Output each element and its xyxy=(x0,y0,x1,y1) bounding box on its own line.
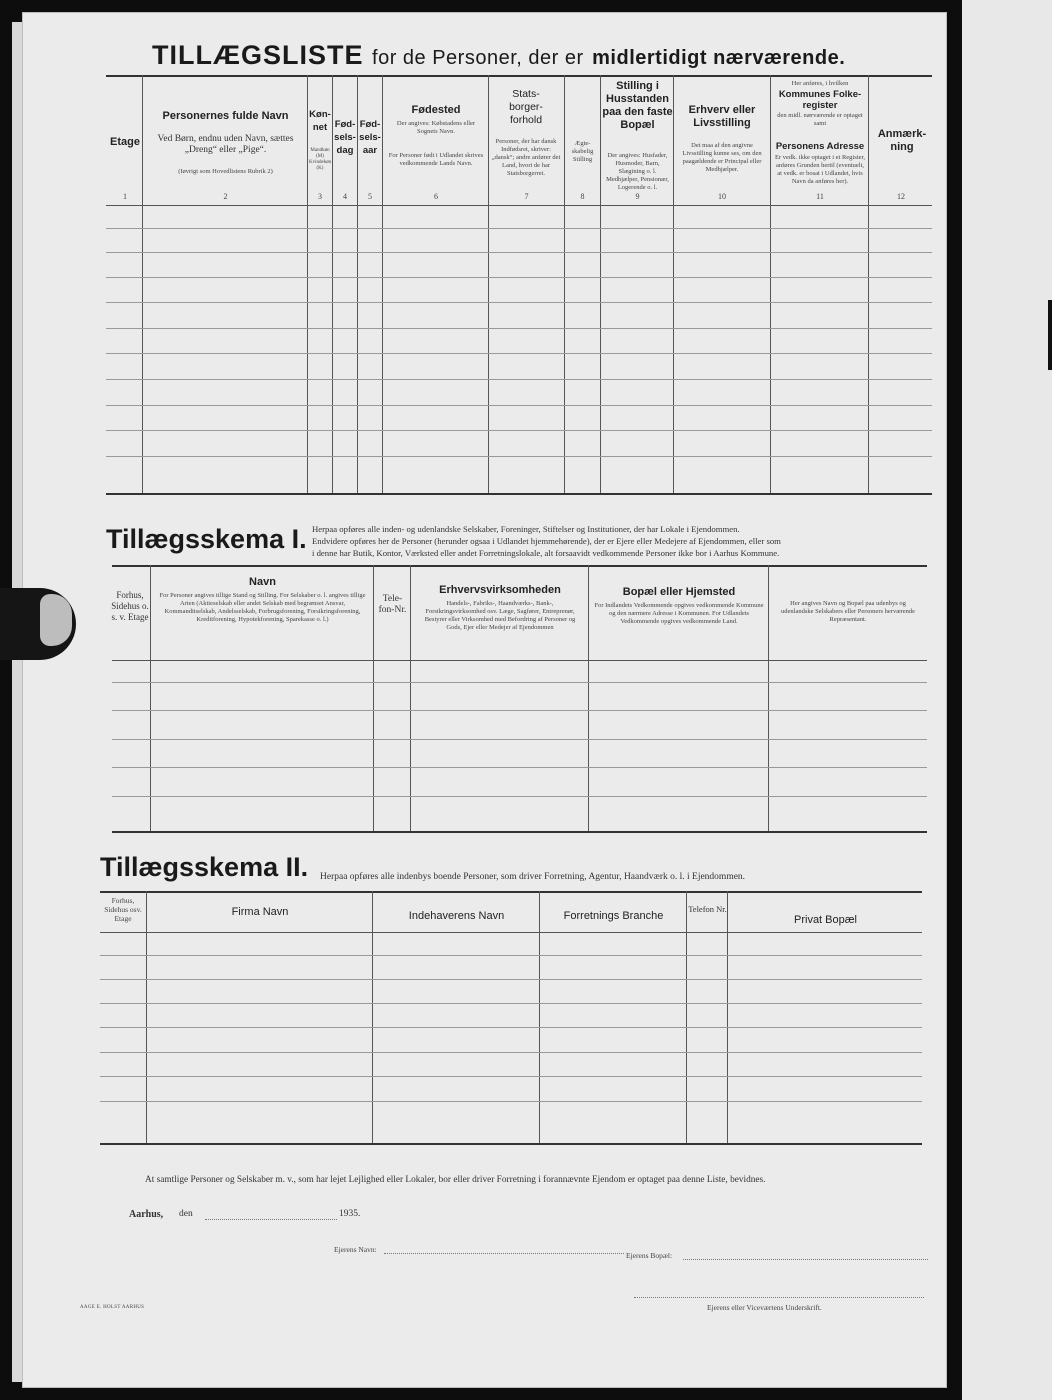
col-register-note-mid: den midl. nærværende er optaget samt xyxy=(777,112,863,127)
schema2-col-line xyxy=(539,891,540,1143)
col-11-number: 11 xyxy=(816,192,824,201)
list-row-line xyxy=(106,405,932,406)
list-top-rule xyxy=(106,75,932,77)
col-6-number: 6 xyxy=(434,192,438,201)
thumbnail-nail xyxy=(40,594,72,646)
col-8-number: 8 xyxy=(580,192,585,201)
col-register-note-top: Her anføres, i hvilken xyxy=(791,80,849,87)
list-title-rest: for de Personer, der er xyxy=(372,47,584,69)
owner-address-label: Ejerens Bopæl: xyxy=(626,1251,673,1260)
schema2-title: Tillægsskema II. xyxy=(100,852,309,882)
col-1-number: 1 xyxy=(123,192,127,201)
col-erhverv-note: Det maa af den angivne Livsstilling kunne ses, om den paagældende er Principal eller Medhjælper. xyxy=(682,142,762,173)
schema1-row-line xyxy=(112,739,927,740)
schema2-col-telefon: Telefon Nr. xyxy=(688,904,727,914)
col-adresse-head: Personens Adresse xyxy=(775,141,865,152)
schema2-col-line xyxy=(146,891,147,1143)
col-foedested-note-2: For Personer født i Udlandet skrives vedkommende Lands Navn. xyxy=(388,152,484,167)
schema2-col-firma: Firma Navn xyxy=(231,906,289,918)
schema2-row-line xyxy=(100,1076,922,1077)
date-line[interactable] xyxy=(205,1219,337,1220)
schema2-col-indehaver: Indehaverens Navn xyxy=(408,910,505,922)
list-row-line xyxy=(106,353,932,354)
col-foedselsdag-head: Fød-sels-dag xyxy=(334,119,356,156)
year-label: 1935. xyxy=(339,1209,361,1219)
owner-name-label: Ejerens Navn: xyxy=(334,1245,377,1254)
schema1-description xyxy=(312,523,932,559)
col-4-number: 4 xyxy=(343,192,347,201)
schema1-col-line xyxy=(768,565,769,831)
schema1-col-bopael-note: For Indlandets Vedkommende opgives vedkommende Kommune og den nærmere Adresse i Kommunen. For Udlandets Vedkommende opgives vedkommende Land. xyxy=(594,602,764,625)
schema2-row-line xyxy=(100,1027,922,1028)
col-stilling-head: Stilling i Husstanden paa den faste Bopæl xyxy=(602,80,673,131)
signature-label: Ejerens eller Viceværtens Underskrift. xyxy=(707,1303,822,1312)
schema1-col-line xyxy=(410,565,411,831)
col-foedselsaar-head: Fød-sels-aar xyxy=(359,119,381,156)
schema2-col-line xyxy=(686,891,687,1143)
col-statsborger-note: Personer, der har dansk Indfødsret, skriver: „dansk“; andre anfører det Land, hvori de har Statsborgerret. xyxy=(491,138,561,177)
place-label: Aarhus, xyxy=(129,1209,164,1220)
schema1-row-line xyxy=(112,682,927,683)
schema1-col-line xyxy=(373,565,374,831)
list-row-line xyxy=(106,456,932,457)
schema1-col-navn: Navn xyxy=(249,576,276,588)
schema2-col-line xyxy=(727,891,728,1143)
col-12-number: 12 xyxy=(897,192,905,201)
schema2-col-etage: Forhus, Sidehus osv. Etage xyxy=(104,896,142,923)
schema1-desc-line-2: Endvidere opføres her de Personer (herunder ogsaa i Udlandet hjemmehørende), der er Ejere eller Medejere af Ejendommen, eller som xyxy=(312,536,781,546)
col-erhverv-head: Erhverv eller Livsstilling xyxy=(688,104,756,129)
col-register-head: Kommunes Folke-register xyxy=(778,89,862,111)
schema1-col-telefon: Tele-fon-Nr. xyxy=(378,594,407,615)
schema2-description: Herpaa opføres alle indenbys boende Personer, som driver Forretning, Agentur, Haandværk o. l. i Ejendommen. xyxy=(320,872,746,882)
schema2-top-rule xyxy=(100,891,922,893)
schema2-row-line xyxy=(100,1003,922,1004)
col-statsborger-head: Stats-borger-forhold xyxy=(509,88,543,126)
list-row-line xyxy=(106,277,932,278)
schema1-header-rule xyxy=(112,660,927,661)
col-koen-head: Køn-net xyxy=(309,109,331,133)
schema1-row-line xyxy=(112,767,927,768)
col-etage-head: Etage xyxy=(110,136,140,148)
schema1-col-erhverv-note: Handels-, Fabriks-, Haandværks-, Bank-, Forsikringsvirksomhed osv. Læge, Sagfører, Entreprenør, Bestyrer eller Virksomhed med Befordring af Personer og Gods, Ejer eller Medejer af Ejendommen xyxy=(424,600,576,631)
schema2-row-line xyxy=(100,979,922,980)
signature-line[interactable] xyxy=(634,1297,924,1298)
schema2-col-branche: Forretnings Branche xyxy=(563,910,664,922)
document-page xyxy=(22,12,947,1388)
list-header-rule xyxy=(106,205,932,206)
dark-strip xyxy=(1048,300,1052,370)
schema2-header-rule xyxy=(100,932,922,933)
schema1-col-line xyxy=(588,565,589,831)
owner-name-line[interactable] xyxy=(384,1253,624,1254)
date-label: den xyxy=(179,1209,193,1219)
schema2-row-line xyxy=(100,1052,922,1053)
schema1-top-rule xyxy=(112,565,927,567)
col-stilling-note: Der angives: Husfader, Husmoder, Barn, Slægtning o. l. Medhjælper, Pensionær, Logerende o. l. xyxy=(606,152,669,191)
col-foedested-note: Der angives: Købstadens eller Sognets Navn. xyxy=(396,120,476,135)
col-7-number: 7 xyxy=(524,192,529,201)
schema1-col-navn-note: For Personer angives tillige Stand og Stilling. For Selskaber o. l. angives tillige Arten (Aktieselskab eller andet Selskab med begrænset Ansvar, Kommanditselskab, Andelsselskab, Forbrugsforening, Forsikringsforening, Kreditforening, Hypotekforening, Sparekasse o. l.) xyxy=(159,592,366,623)
col-navn-note: Ved Børn, endnu uden Navn, sættes „Dreng“ eller „Pige“. xyxy=(157,134,294,155)
schema1-row-line xyxy=(112,796,927,797)
printer-imprint: AAGE E. HOLST AARHUS xyxy=(80,1305,145,1310)
col-navn-note-2: (Iøvrigt som Hovedlistens Rubrik 2) xyxy=(178,168,273,175)
col-9-number: 9 xyxy=(635,192,640,201)
schema1-row-line xyxy=(112,710,927,711)
schema2-bottom-rule xyxy=(100,1143,922,1145)
schema1-col-erhverv: Erhvervsvirksomheden xyxy=(439,584,561,596)
declaration-text: At samtlige Personer og Selskaber m. v., som har lejet Lejlighed eller Lokaler, bor eller driver Forretning i forannævnte Ejendom er optaget paa denne Liste, bevidnes. xyxy=(145,1175,766,1185)
list-row-line xyxy=(106,379,932,380)
col-5-number: 5 xyxy=(368,192,372,201)
col-3-number: 3 xyxy=(318,192,322,201)
schema1-col-bopael: Bopæl eller Hjemsted xyxy=(622,586,736,598)
list-title xyxy=(152,40,845,71)
list-row-line xyxy=(106,430,932,431)
adjacent-page xyxy=(962,0,1052,1400)
schema1-title: Tillægsskema I. xyxy=(106,524,307,554)
list-row-line xyxy=(106,328,932,329)
col-adresse-note: Er vedk. ikke optaget i et Register, anføres Grunden hertil (eventuelt, at vedk. er bosat i Udlandet, hvis Navn da anføres her). xyxy=(775,154,865,185)
list-row-line xyxy=(106,228,932,229)
schema1-col-representant: Her angives Navn og Bopæl paa udenbys og udenlandske Selskabers eller Personers herværende Repræsentant. xyxy=(781,600,915,623)
col-2-number: 2 xyxy=(223,192,228,201)
col-foedested-head: Fødested xyxy=(411,104,461,116)
schema1-col-line xyxy=(150,565,151,831)
owner-address-line[interactable] xyxy=(683,1259,928,1260)
col-10-number: 10 xyxy=(718,192,726,201)
schema1-desc-line-1: Herpaa opføres alle inden- og udenlandske Selskaber, Foreninger, Stiftelser og Institutioner, der har Lokale i Ejendommen. xyxy=(312,524,740,534)
schema1-bottom-rule xyxy=(112,831,927,833)
list-row-line xyxy=(106,252,932,253)
schema2-row-line xyxy=(100,1101,922,1102)
list-bottom-rule xyxy=(106,493,932,495)
col-koen-note: Mandkøn (M) Kvindekøn (K) xyxy=(309,148,332,171)
schema2-col-bopael: Privat Bopæl xyxy=(794,914,857,926)
col-anmaerkning-head: Anmærk-ning xyxy=(877,128,927,153)
list-title-word: TILLÆGSLISTE xyxy=(152,40,364,70)
col-aegteskab-head: Ægte-skabelig Stilling xyxy=(571,140,594,163)
list-title-bold: midlertidigt nærværende. xyxy=(592,47,846,69)
schema2-col-line xyxy=(372,891,373,1143)
schema2-row-line xyxy=(100,955,922,956)
list-row-line xyxy=(106,302,932,303)
col-navn-head: Personernes fulde Navn xyxy=(162,110,289,122)
schema1-col-etage: Forhus, Sidehus o. s. v. Etage xyxy=(111,590,149,622)
schema1-desc-line-3: i denne har Butik, Kontor, Værksted eller andet Forretningslokale, alt forsaavidt vedkommende Personer ikke bor i Aarhus Kommune. xyxy=(312,548,780,558)
